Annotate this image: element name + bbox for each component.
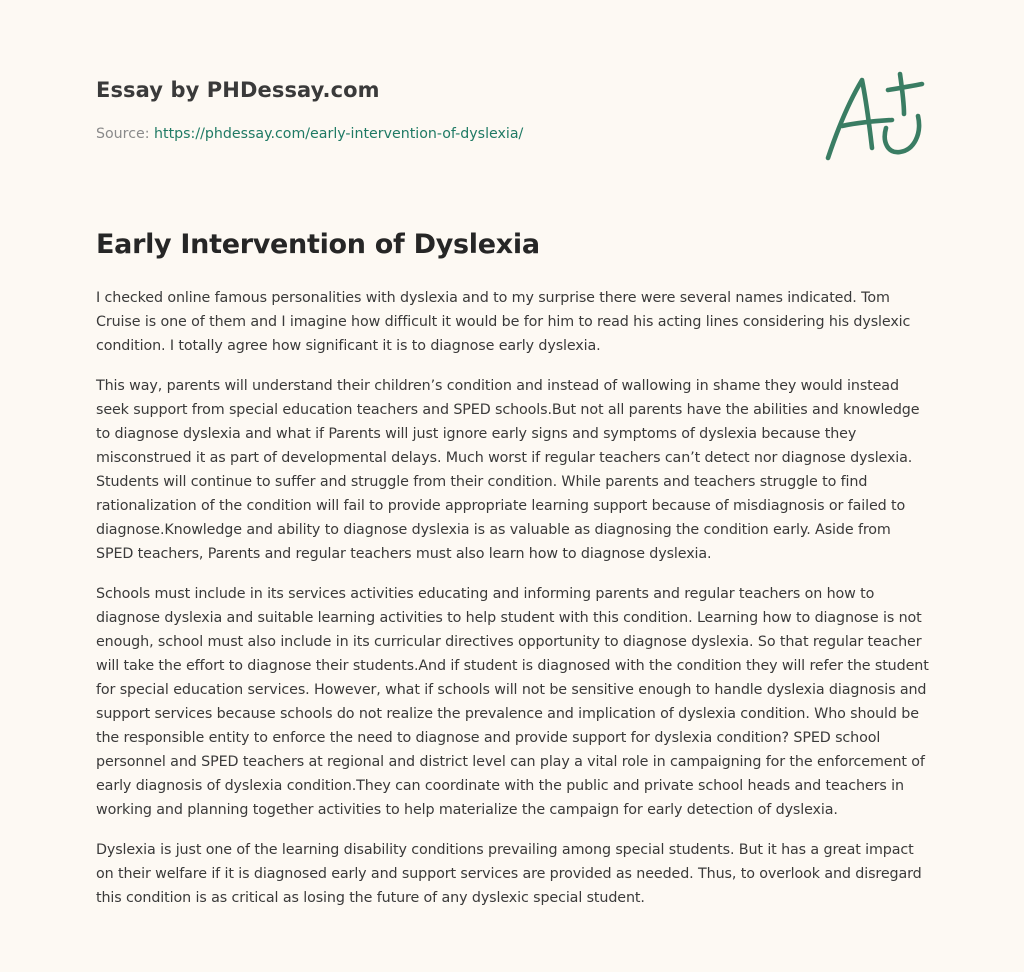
article-paragraph: Schools must include in its services activities educating and informing parents and regular teachers on how to diagnose dyslexia and suitable learning activities to help student with this condition. Learning how to diagnose is not enough, school must also include in its curricular directives opportunity to diagnose dyslexia. So that regular teacher will take the effort to diagnose their students.And if student is diagnosed with the condition they will refer the student for special education services. However, what if schools will not be sensitive enough to handle dyslexia diagnosis and support services because schools do not realize the prevalence and implication of dyslexia condition. Who should be the responsible entity to enforce the need to diagnose and provide support for dyslexia condition? SPED school personnel and SPED teachers at regional and district level can play a vital role in campaigning for the enforcement of early diagnosis of dyslexia condition.They can coordinate with the public and private school heads and teachers in working and planning together activities to help materialize the campaign for early detection of dyslexia. (96, 586, 929, 818)
source-label: Source: (96, 126, 150, 142)
article-paragraph: This way, parents will understand their children’s condition and instead of wallowing in shame they would instead seek support from special education teachers and SPED schools.But not all parents have the abilities and knowledge to diagnose dyslexia and what if Parents will just ignore early signs and symptoms of dyslexia because they misconstrued it as part of developmental delays. Much worst if regular teachers can’t detect nor diagnose dyslexia. Students will continue to suffer and struggle from their condition. While parents and teachers struggle to find rationalization of the condition will fail to provide appropriate learning support because of misdiagnosis or failed to diagnose.Knowledge and ability to diagnose dyslexia is as valuable as diagnosing the condition early. Aside from SPED teachers, Parents and regular teachers must also learn how to diagnose dyslexia. (96, 378, 920, 562)
a-plus-logo-icon (822, 66, 932, 166)
source-line (96, 124, 796, 144)
article-title: Early Intervention of Dyslexia (96, 229, 540, 260)
article-paragraph: I checked online famous personalities with dyslexia and to my surprise there were several names indicated. Tom Cruise is one of them and I imagine how difficult it would be for him to read his acting lines considering his dyslexic condition. I totally agree how significant it is to diagnose early dyslexia. (96, 290, 911, 354)
site-brand: Essay by PHDessay.com (96, 78, 380, 102)
article-paragraph: Dyslexia is just one of the learning disability conditions prevailing among special students. But it has a great impact on their welfare if it is diagnosed early and support services are provided as needed. Thus, to overlook and disregard this condition is as critical as losing the future of any dyslexic special student. (96, 842, 922, 906)
source-link[interactable]: https://phdessay.com/early-intervention-of-dyslexia/ (154, 126, 524, 142)
page-header (96, 76, 796, 144)
article-body (96, 286, 932, 926)
